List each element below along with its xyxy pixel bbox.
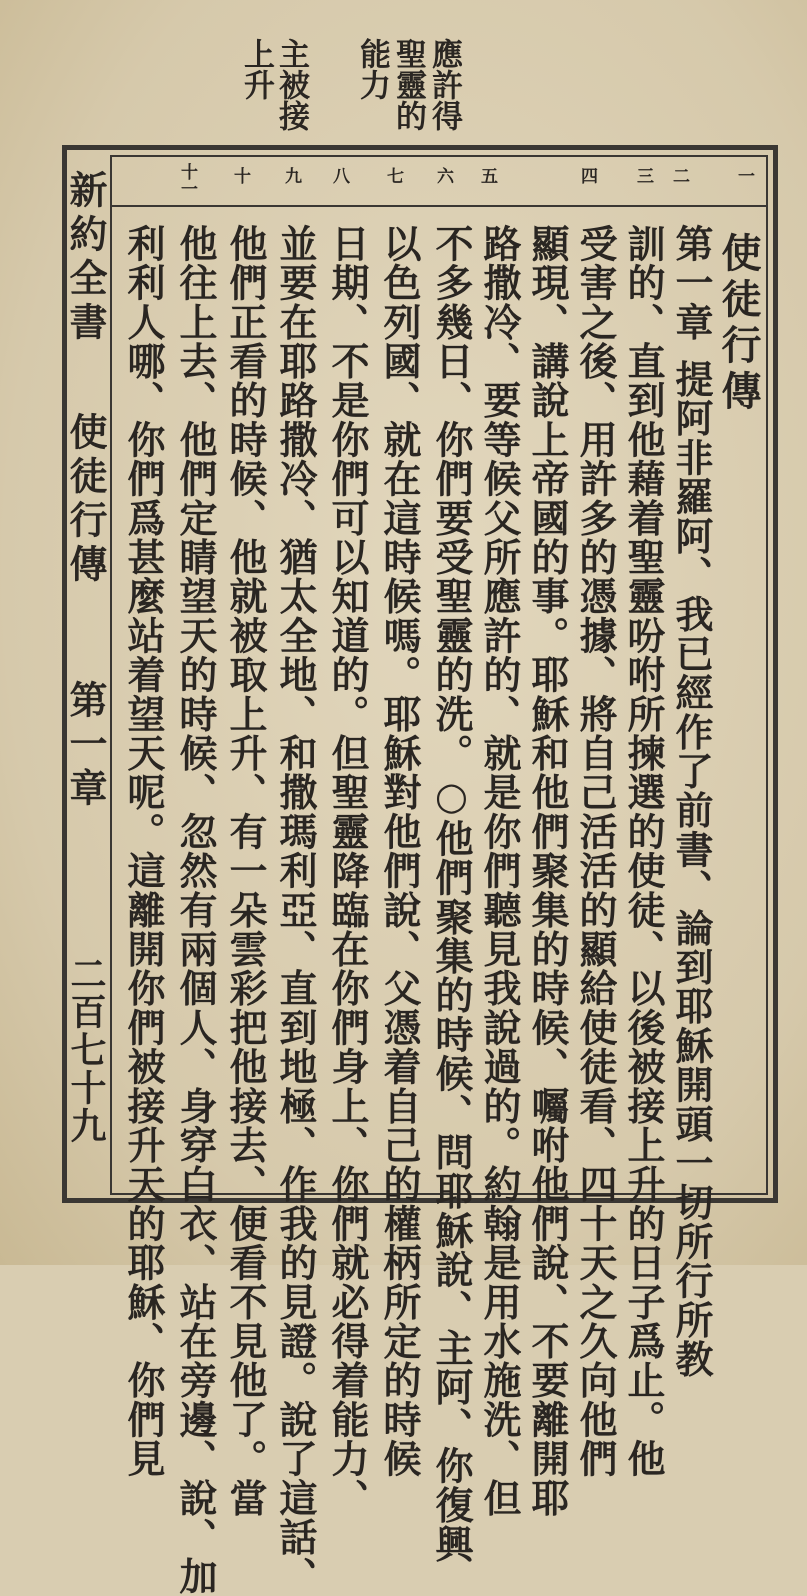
margin-note-column: 應許得: [426, 38, 462, 131]
page-number: 二百七十九: [65, 955, 107, 1145]
chapter-heading: 第一章: [669, 224, 714, 342]
verse-marker: 十: [230, 167, 250, 184]
margin-note-column: 上升: [238, 38, 274, 100]
verse-marker: 六: [433, 167, 453, 184]
body-text-line: 並要在耶路撒冷、猶太全地、和撒瑪利亞、直到地極、作我的見證。說了這話、: [273, 224, 318, 1596]
body-text-line: 日期、不是你們可以知道的。但聖靈降臨在你們身上、你們就必得着能力、: [325, 224, 370, 1518]
running-header-chapter: 第一章: [63, 680, 108, 812]
body-text-line: 他們正看的時候、他就被取上升、有一朵雲彩把他接去、便看不見他了。當: [223, 224, 268, 1518]
verse-marker: 一: [734, 167, 754, 184]
running-header-book: 使徒行傳: [63, 412, 108, 588]
body-text-line: 利利人哪、你們爲甚麼站着望天呢。這離開你們被接升天的耶穌、你們見: [121, 224, 166, 1479]
running-header-title: 新約全書: [63, 170, 108, 346]
verse-marker: 二: [669, 167, 689, 184]
book-title: 使徒行傳: [715, 232, 762, 416]
body-text-line: 訓的、直到他藉着聖靈吩咐所揀選的使徒、以後被接上升的日子爲止。他: [621, 224, 666, 1479]
margin-note-column: 能力: [354, 38, 390, 100]
margin-note-column: 主被接: [273, 38, 309, 131]
verse-marker: 八: [329, 167, 349, 184]
body-text-line: 不多幾日、你們要受聖靈的洗。○他們聚集的時候、問耶穌說、主阿、你復興: [429, 224, 474, 1564]
verse-marker: 四: [577, 167, 597, 184]
body-text-line: 路撒冷、要等候父所應許的、就是你們聽見我說過的。約翰是用水施洗、但: [477, 224, 522, 1518]
verse-marker: 五: [477, 167, 497, 184]
margin-note-column: 聖靈的: [390, 38, 426, 131]
verse-marker: 三: [633, 167, 653, 184]
verse-marker: 七: [383, 167, 403, 184]
verse-marker: 九: [281, 167, 301, 184]
body-text-line: 以色列國、就在這時候嗎。耶穌對他們說、父憑着自己的權柄所定的時候: [377, 224, 422, 1479]
body-text-line: 顯現、講說上帝國的事。耶穌和他們聚集的時候、囑咐他們說、不要離開耶: [525, 224, 570, 1518]
body-text-line: 他往上去、他們定睛望天的時候、忽然有兩個人、身穿白衣、站在旁邊、說、加: [173, 224, 218, 1596]
verse-marker: 十一: [177, 163, 197, 197]
body-text-line: 受害之後、用許多的憑據、將自己活活的顯給使徒看、四十天之久向他們: [573, 224, 618, 1479]
body-text-line: 第一章提阿非羅阿、我已經作了前書、論到耶穌開頭一切所行所教: [669, 224, 714, 1379]
